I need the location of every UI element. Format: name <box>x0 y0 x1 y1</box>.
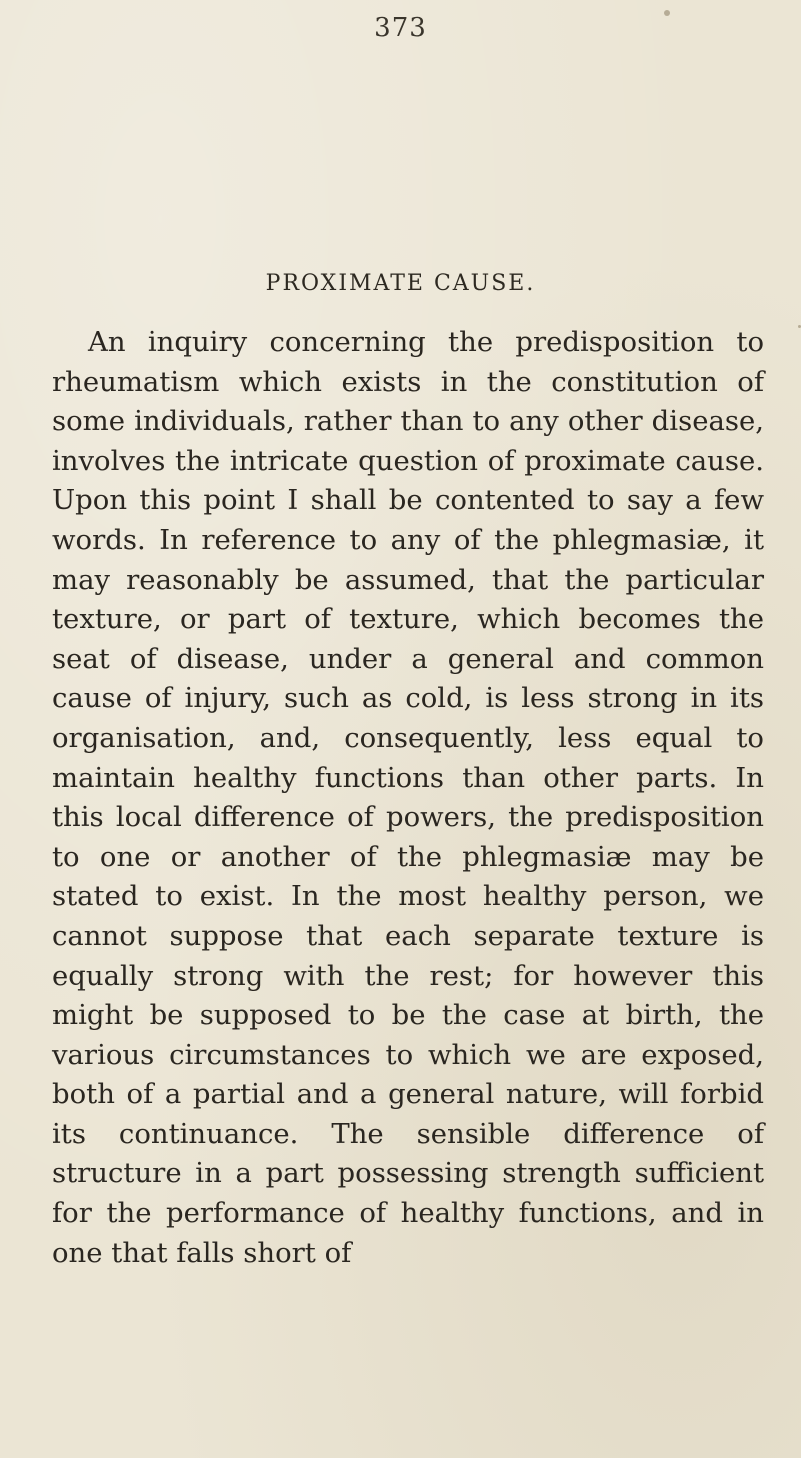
body-paragraph: An inquiry concerning the predisposition to rheumatism which exists in the constitution of some individuals, rather than to any other disease, involves the intricate question of proximate cause. Upon this point I shall be contented to say a few words. In reference to any of the phlegmasiæ, it may reasonably be assumed, that the particular texture, or part of texture, which becomes the seat of disease, under a general and common cause of injury, such as cold, is less strong in its organisation, and, consequently, less equal to maintain healthy functions than other parts. In this local difference of powers, the predisposition to one or another of the phlegmasiæ may be stated to exist. In the most healthy person, we cannot suppose that each separate texture is equally strong with the rest; for however this might be supposed to be the case at birth, the various circumstances to which we are exposed, both of a partial and a general nature, will forbid its continuance. The sensible difference of structure in a part possessing strength sufficient for the performance of healthy functions, and in one that falls short of <box>52 326 764 1269</box>
section-heading: PROXIMATE CAUSE. <box>265 271 536 296</box>
paper-speck <box>664 10 670 16</box>
page-number: 373 <box>374 13 427 43</box>
